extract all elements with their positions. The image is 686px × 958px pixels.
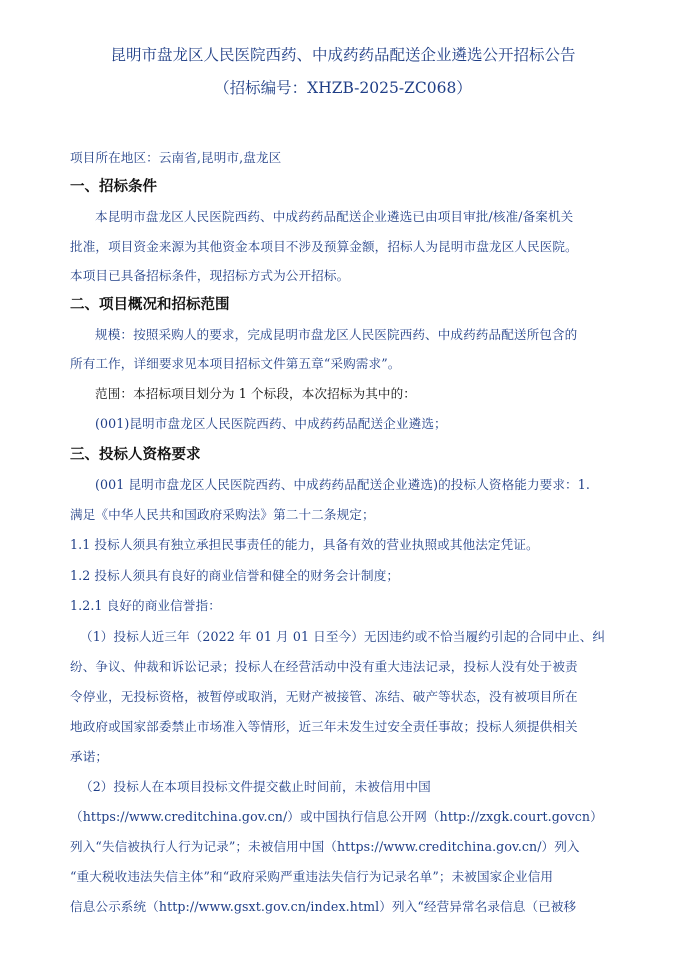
paragraph-line: 1.2 投标人须具有良好的商业信誉和健全的财务会计制度； — [70, 568, 400, 583]
paragraph-line: 1.2.1 良好的商业信誉指： — [70, 598, 221, 613]
paragraph-line: (001)昆明市盘龙区人民医院西药、中成药药品配送企业遴选； — [95, 416, 447, 431]
project-region: 项目所在地区：云南省,昆明市,盘龙区 — [70, 150, 282, 165]
paragraph-line: 范围：本招标项目划分为 1 个标段，本次招标为其中的： — [95, 386, 416, 401]
section-heading: 一、招标条件 — [70, 178, 157, 195]
paragraph-line: 地政府或国家部委禁止市场准入等情形，近三年未发生过安全责任事故；投标人须提供相关 — [70, 719, 578, 734]
paragraph-line: 本昆明市盘龙区人民医院西药、中成药药品配送企业遴选已由项目审批/核准/备案机关 — [95, 209, 574, 224]
section-heading: 三、投标人资格要求 — [70, 446, 201, 463]
document-title: 昆明市盘龙区人民医院西药、中成药药品配送企业遴选公开招标公告 — [110, 46, 576, 64]
paragraph-line: “重大税收违法失信主体”和“政府采购严重违法失信行为记录名单”；未被国家企业信用 — [70, 869, 554, 884]
paragraph-line: 本项目已具备招标条件，现招标方式为公开招标。 — [70, 268, 350, 283]
paragraph-line: 承诺； — [70, 749, 109, 764]
paragraph-line: 1.1 投标人须具有独立承担民事责任的能力，具备有效的营业执照或其他法定凭证。 — [70, 537, 539, 552]
paragraph-line: （1）投标人近三年（2022 年 01 月 01 日至今）无因违约或不恰当履约引起的合同中止、纠 — [80, 629, 606, 644]
paragraph-line: 令停业，无投标资格，被暂停或取消，无财产被接管、冻结、破产等状态，没有被项目所在 — [70, 689, 578, 704]
paragraph-line: 纷、争议、仲裁和诉讼记录；投标人在经营活动中没有重大违法记录，投标人没有处于被责 — [70, 659, 578, 674]
paragraph-line: 信息公示系统（http://www.gsxt.gov.cn/index.html）列入“经营异常名录信息（已被移 — [70, 899, 577, 914]
paragraph-line: （2）投标人在本项目投标文件提交截止时间前，未被信用中国 — [80, 779, 431, 794]
paragraph-line: 规模：按照采购人的要求，完成昆明市盘龙区人民医院西药、中成药药品配送所包含的 — [95, 327, 578, 342]
paragraph-line: (001 昆明市盘龙区人民医院西药、中成药药品配送企业遴选)的投标人资格能力要求：1. — [95, 477, 590, 492]
paragraph-line: 批准，项目资金来源为其他资金本项目不涉及预算金额，招标人为昆明市盘龙区人民医院。 — [70, 239, 578, 254]
paragraph-line: 所有工作，详细要求见本项目招标文件第五章“采购需求”。 — [70, 356, 401, 371]
paragraph-line: 列入“失信被执行人行为记录”；未被信用中国（https://www.creditchina.gov.cn/）列入 — [70, 839, 580, 854]
section-heading: 二、项目概况和招标范围 — [70, 296, 230, 313]
tender-number: （招标编号：XHZB-2025-ZC068） — [214, 79, 472, 97]
paragraph-line: （https://www.creditchina.gov.cn/）或中国执行信息公开网（http://zxgk.court.govcn） — [70, 809, 603, 824]
paragraph-line: 满足《中华人民共和国政府采购法》第二十二条规定； — [70, 507, 375, 522]
